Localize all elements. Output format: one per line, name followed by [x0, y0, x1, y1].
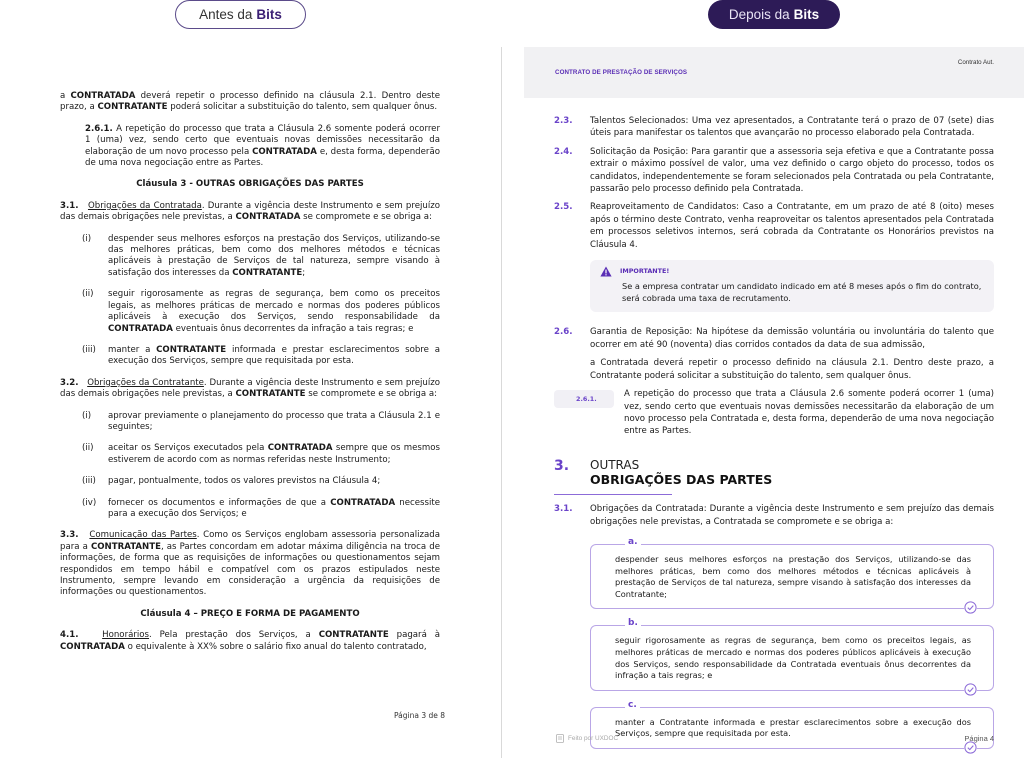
list-item: (ii) seguir rigorosamente as regras de segurança, bem como os preceitos legais, as melhores práticas de mercado e normas dos poderes públicos aplicáveis à execução dos Serviços, sendo responsabilidade da CONTRATADA eventuais ônus decorrentes da infração a tais regras; e	[82, 289, 440, 334]
list-item: (i) despender seus melhores esforços na prestação dos Serviços, utilizando-se das melhores práticas, bem como dos melhores métodos e técnicas aplicáveis à prestação de Serviços de tal natureza, sempre visando à satisfação dos interesses da CONTRATANTE;	[82, 233, 440, 278]
section-3-1: 3.1. Obrigações da Contratada: Durante a vigência deste Instrumento e sem prejuízo das demais obrigações nele previstas, a Contratada se compromete e se obriga a:	[554, 504, 994, 527]
card-letter: b.	[625, 617, 641, 629]
check-circle-icon	[964, 683, 977, 696]
paragraph-4-1: 4.1. Honorários. Pela prestação dos Serviços, a CONTRATANTE pagará à CONTRATADA o equivalente à XX% sobre o salário fixo anual do talento contratado,	[60, 630, 440, 652]
list-3-2	[60, 411, 440, 521]
chapter-number: 3.	[554, 457, 570, 474]
list-item: (iv) fornecer os documentos e informações de que a CONTRATADA necessite para a execução dos Serviços; e	[82, 497, 441, 519]
paragraph-2-6-1: 2.6.1. A repetição do processo que trata a Cláusula 2.6 somente poderá ocorrer 1 (uma) vez, sendo certo que eventuais novas demissões necessitarão da elaboração de um novo processo pela CONTRATADA e, desta forma, dependerão de uma nova negociação entre as Partes.	[85, 123, 440, 169]
section-2-4: 2.4. Solicitação da Posição: Para garantir que a assessoria seja efetiva e que a Contratante possa extrair o máximo possível de valor, uma vez definido o cargo objeto do processo, todos os candidatos, independentemente se foram selecionados pela Contratada ou pela Contratante, passarão pelo processo definido pela Contratada.	[554, 146, 994, 195]
header-contract: Contrato Aut.	[957, 59, 994, 66]
chapter-heading	[554, 458, 994, 488]
paragraph-3-2: 3.2. Obrigações da Contratante. Durante a vigência deste Instrumento e sem prejuízo das demais obrigações nele previstas, a CONTRATANTE se compromete e se obriga a:	[60, 377, 440, 400]
page-number: Página 4	[964, 734, 994, 743]
card-letter: c.	[625, 699, 640, 711]
page-number: Página 3 de 8	[394, 711, 446, 720]
chapter-divider	[554, 494, 672, 496]
brand-name: Bits	[793, 7, 820, 22]
list-item: (ii) aceitar os Serviços executados pela CONTRATADA sempre que os mesmos estiverem de acordo com as normas referidas neste Instrumento;	[82, 443, 440, 465]
footer-credit: Feito por UXDOC	[556, 734, 618, 743]
before-label: Antes da Bits	[175, 0, 306, 29]
paragraph-3-1: 3.1. Obrigações da Contratada. Durante a vigência deste Instrumento e sem prejuízo das demais obrigações nele previstas, a CONTRATADA se compromete e se obriga a:	[60, 200, 440, 223]
section-2-6: 2.6. Garantia de Reposição: Na hipótese da demissão voluntária ou involuntária do talento que ocorrer em até 90 (noventa) dias corridos contados da data de sua admissão,	[554, 327, 994, 350]
before-document-page	[0, 47, 502, 758]
check-circle-icon	[964, 601, 977, 614]
list-item: (iii) manter a CONTRATANTE informada e prestar esclarecimentos sobre a execução dos Serviços, sempre que requisitada por esta.	[82, 344, 440, 367]
list-3-1	[60, 234, 440, 368]
subsection-badge: 2.6.1.	[554, 390, 614, 408]
important-callout	[590, 260, 994, 312]
obligation-card-a	[590, 537, 994, 609]
section-2-6-paragraph: a Contratada deverá repetir o processo definido na cláusula 2.1. Dentro deste prazo, a Contratante poderá solicitar a substituição do talento, sem qualquer ônus.	[590, 358, 994, 381]
obligation-card-b	[590, 618, 994, 690]
list-item: (iii) pagar, pontualmente, todos os valores previstos na Cláusula 4;	[82, 476, 381, 487]
card-text: seguir rigorosamente as regras de segurança, bem como os preceitos legais, as melhores práticas de mercado e normas dos poderes públicos aplicáveis à execução dos Serviços, sendo responsabilidade da Contratada eventuais ônus decorrentes da infração a tais regras; e	[615, 635, 971, 681]
callout-title: IMPORTANTE!	[620, 267, 670, 276]
section-2-3: 2.3. Talentos Selecionados: Uma vez apresentados, a Contratante terá o prazo de 07 (sete) dias úteis para manifestar os talentos que avançarão no processo elaborado pela Contratada.	[554, 116, 994, 139]
callout-text: Se a empresa contratar um candidato indicado em até 8 meses após o fim do contrato, será cobrada uma taxa de recrutamento.	[622, 281, 982, 304]
card-letter: a.	[625, 536, 641, 548]
chapter-title-line-2: OBRIGAÇÕES DAS PARTES	[590, 471, 773, 487]
page-header	[524, 47, 1024, 98]
card-text: despender seus melhores esforços na prestação dos Serviços, utilizando-se das melhores práticas, bem como dos melhores métodos e técnicas aplicáveis à prestação de Serviços de tal natureza, sempre visando à satisfação dos interesses da Contratante;	[615, 554, 971, 599]
card-text: manter a Contratante informada e prestar esclarecimentos sobre a execução dos Serviços, sempre que requisitada por esta.	[615, 716, 971, 739]
after-document-page	[524, 47, 1024, 758]
brand-name: Bits	[256, 7, 282, 22]
warning-icon	[600, 266, 612, 277]
paragraph-intro: a CONTRATADA deverá repetir o processo definido na cláusula 2.1. Dentro deste prazo, a CONTRATANTE poderá solicitar a substituição do talento, sem qualquer ônus.	[60, 91, 440, 113]
header-title: CONTRATO DE PRESTAÇÃO DE SERVIÇOS	[555, 69, 688, 76]
section-2-6-1: 2.6.1. A repetição do processo que trata a Cláusula 2.6 somente poderá ocorrer 1 (uma) vez, sendo certo que eventuais novas demissões necessitarão da elaboração de um novo processo pela Contratada e, desta forma, dependerão de uma nova negociação entre as Partes.	[554, 388, 994, 438]
after-label: Depois da Bits	[708, 0, 840, 29]
before-document-content	[60, 91, 440, 663]
chapter-title-line-1: OUTRAS	[590, 457, 640, 472]
after-document-content	[554, 115, 994, 749]
list-item: (i) aprovar previamente o planejamento do processo que trata a Cláusula 2.1 e seguintes;	[82, 410, 440, 432]
clause-3-heading: Cláusula 3 - OUTRAS OBRIGAÇÕES DAS PARTES	[136, 179, 364, 190]
obligation-card-c	[590, 699, 994, 749]
section-2-5: 2.5. Reaproveitamento de Candidatos: Caso a Contratante, em um prazo de até 8 (oito) meses após o término deste Contrato, venha reaproveitar os talentos apresentados pela Contratada em processos seletivos internos, será cobrada da Contratante os Honorários previstos na Cláusula 4.	[554, 202, 994, 250]
clause-4-heading: Cláusula 4 – PREÇO E FORMA DE PAGAMENTO	[140, 608, 360, 619]
paragraph-3-3: 3.3. Comunicação das Partes. Como os Serviços englobam assessoria personalizada para a CONTRATANTE, as Partes concordam em adotar máxima diligência na troca de informações, de forma que as requisições de informações ou questionamentos sejam respondidos em tempo hábil e compatível com os prazos estipulados neste Instrumento, sempre levando em consideração a urgência da requisições de informações ou questionamentos.	[60, 530, 440, 598]
document-icon	[556, 734, 564, 743]
